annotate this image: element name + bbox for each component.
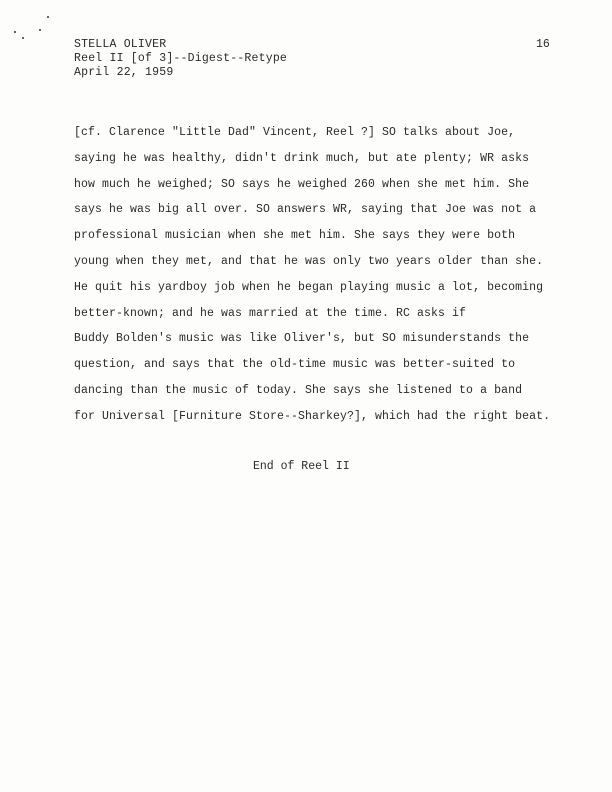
- paragraph-line: young when they met, and that he was only two years older than she.: [74, 254, 544, 268]
- interview-date: April 22, 1959: [74, 66, 174, 79]
- paragraph-line: Buddy Bolden's music was like Oliver's, but SO misunderstands the: [74, 332, 530, 346]
- ink-speck: [22, 37, 24, 39]
- end-of-reel-note: End of Reel II: [253, 460, 350, 473]
- digest-paragraph: [74, 120, 574, 430]
- paragraph-line: how much he weighed; SO says he weighed 260 when she met him. She: [74, 177, 530, 191]
- ink-speck: [47, 16, 49, 18]
- paragraph-line: saying he was healthy, didn't drink much, but ate plenty; WR asks: [74, 151, 530, 165]
- reel-info: Reel II [of 3]--Digest--Retype: [74, 52, 288, 65]
- interviewee-name: STELLA OLIVER: [74, 38, 167, 51]
- paragraph-line: better-known; and he was married at the time. RC asks if: [74, 306, 467, 320]
- paragraph-line: He quit his yardboy job when he began playing music a lot, becoming: [74, 280, 544, 294]
- paragraph-line: says he was big all over. SO answers WR, saying that Joe was not a: [74, 203, 537, 217]
- page-number: 16: [536, 38, 550, 51]
- ink-speck: [39, 29, 41, 31]
- document-header: [74, 38, 287, 80]
- paragraph-line: for Universal [Furniture Store--Sharkey?], which had the right beat.: [74, 409, 551, 423]
- paragraph-line: [cf. Clarence "Little Dad" Vincent, Reel ?] SO talks about Joe,: [74, 126, 516, 139]
- paragraph-line: dancing than the music of today. She says she listened to a band: [74, 383, 523, 397]
- ink-speck: [14, 31, 16, 33]
- paragraph-line: professional musician when she met him. She says they were both: [74, 229, 516, 243]
- paragraph-line: question, and says that the old-time music was better-suited to: [74, 358, 516, 372]
